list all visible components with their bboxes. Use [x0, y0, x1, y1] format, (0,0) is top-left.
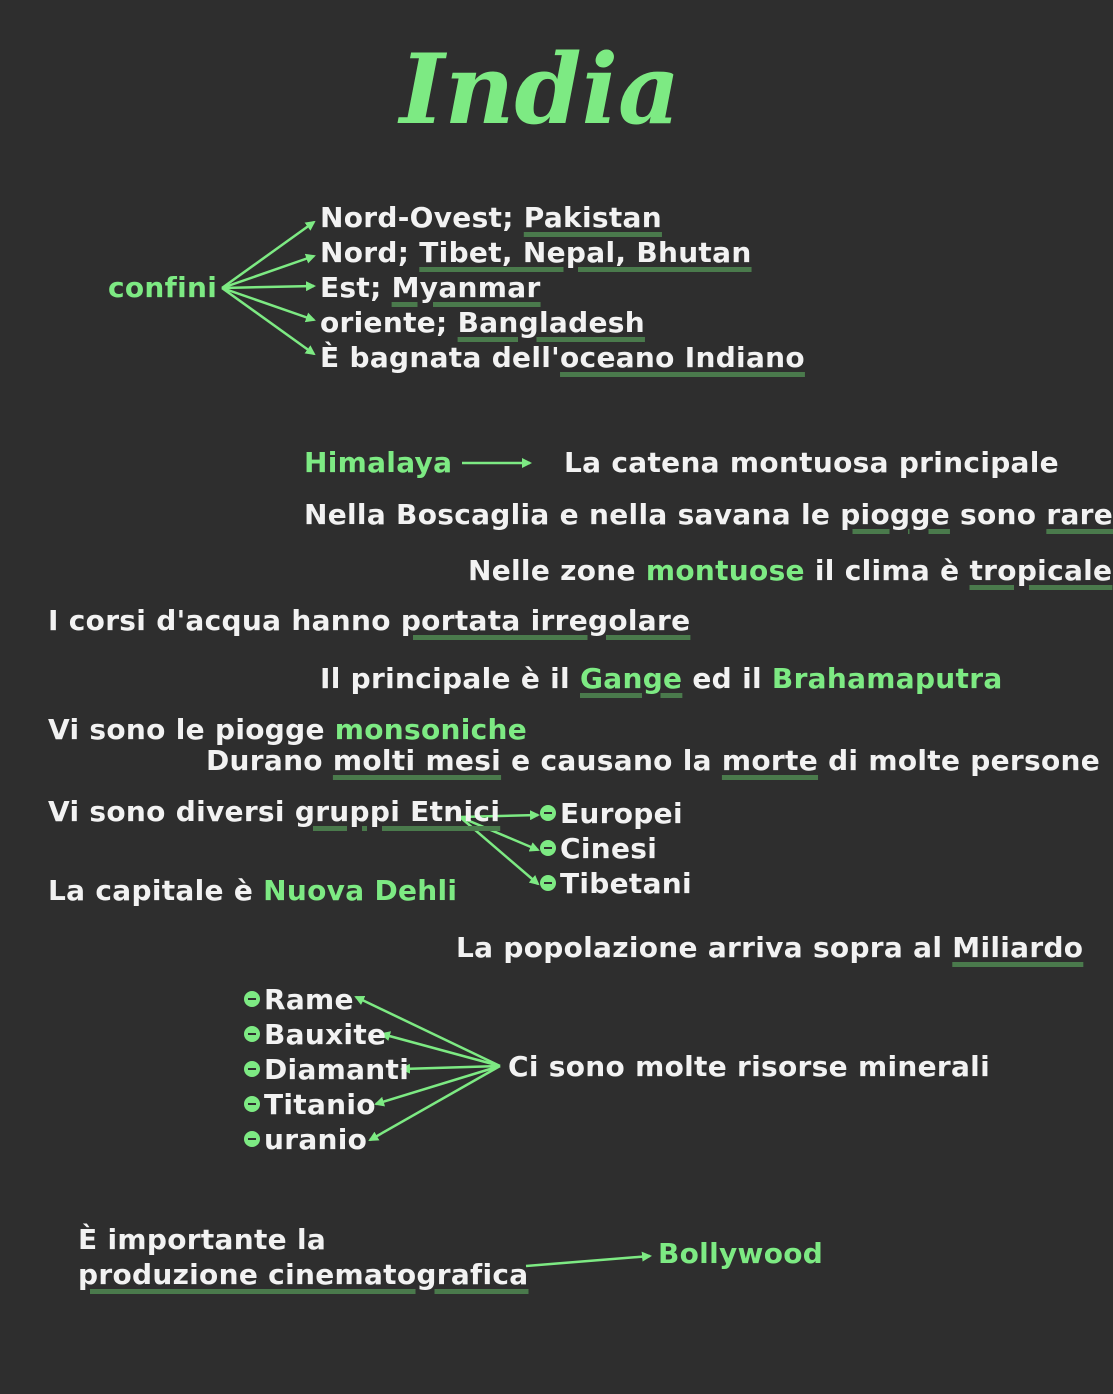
capitale-line: La capitale è Nuova Dehli — [48, 874, 458, 907]
arrow-confini-5 — [222, 288, 314, 354]
arrow-confini-1 — [222, 222, 314, 288]
corsi-line: I corsi d'acqua hanno portata irregolare — [48, 604, 691, 637]
arrow-cinema — [526, 1256, 650, 1266]
gruppi-item: Tibetani — [540, 866, 692, 902]
cinema-line1: È importante la — [78, 1223, 327, 1256]
confini-item: Nord-Ovest; Pakistan — [320, 201, 662, 234]
bullet-icon — [244, 1061, 260, 1077]
bullet-icon — [540, 840, 556, 856]
risorse-item: uranio — [244, 1122, 367, 1158]
gruppi-item: Cinesi — [540, 831, 657, 867]
piogge-line: Vi sono le piogge monsoniche — [48, 713, 528, 746]
boscaglia-line: Nella Boscaglia e nella savana le piogge sono rare — [304, 498, 1113, 531]
bullet-icon — [244, 1131, 260, 1147]
confini-label: confini — [108, 271, 218, 304]
cinema-line2: produzione cinematografica — [78, 1258, 529, 1291]
bullet-icon — [244, 991, 260, 1007]
bullet-icon — [540, 805, 556, 821]
confini-item: oriente; Bangladesh — [320, 306, 645, 339]
arrow-confini-2 — [222, 256, 314, 288]
bullet-icon — [244, 1026, 260, 1042]
arrow-confini-4 — [222, 288, 314, 320]
durano-line: Durano molti mesi e causano la morte di molte persone — [206, 744, 1101, 777]
confini-item: Nord; Tibet, Nepal, Bhutan — [320, 236, 752, 269]
arrow-confini-3 — [222, 286, 314, 288]
risorse-item: Rame — [244, 982, 354, 1018]
principale-line: Il principale è il Gange ed il Brahamaputra — [320, 662, 1003, 695]
gruppi-line: Vi sono diversi gruppi Etnici — [48, 795, 501, 828]
page-title: India — [399, 33, 681, 146]
confini-item: È bagnata dell'oceano Indiano — [320, 341, 805, 374]
himalaya-label: Himalaya — [304, 446, 453, 479]
cinema-result: Bollywood — [658, 1237, 824, 1270]
arrow-risorse-3 — [402, 1066, 500, 1069]
risorse-item: Diamanti — [244, 1052, 409, 1088]
risorse-item: Titanio — [244, 1087, 376, 1123]
bullet-icon — [244, 1096, 260, 1112]
risorse-label: Ci sono molte risorse minerali — [508, 1050, 990, 1083]
confini-item: Est; Myanmar — [320, 271, 541, 304]
montuose-line: Nelle zone montuose il clima è tropicale — [468, 554, 1113, 587]
risorse-item: Bauxite — [244, 1017, 386, 1053]
himalaya-description: La catena montuosa principale — [564, 446, 1059, 479]
bullet-icon — [540, 875, 556, 891]
popolazione-line: La popolazione arriva sopra al Miliardo — [456, 931, 1084, 964]
gruppi-item: Europei — [540, 796, 683, 832]
